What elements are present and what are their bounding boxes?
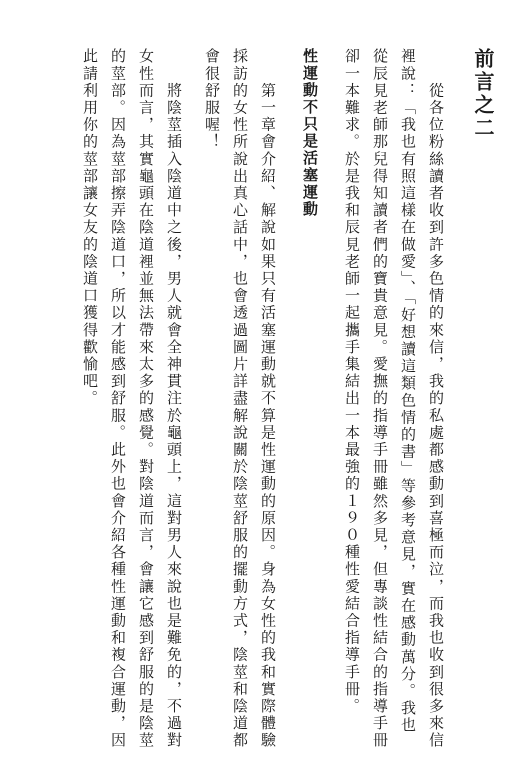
section-para1-line-2: 採訪的女性所說出真心話中，也會透過圖片詳盡解說關於陰莖舒服的擺動方式，陰莖和陰道都 (231, 48, 249, 750)
intro-line-2: 裡說：「我也有照這樣在做愛」、「好想讀這類色情的書」等參考意見，實在感動萬分。我也 (399, 48, 417, 735)
section-para2-line-4: 此請利用你的莖部讓女友的陰道口獲得歡愉吧。 (81, 48, 99, 408)
intro-line-3: 從辰見老師那兒得知讀者們的寶貴意見。愛撫的指導手冊雖然多見，但專談性結合的指導手冊 (371, 48, 389, 750)
section-para1-line-3: 會很舒服喔！ (203, 48, 221, 151)
intro-line-4: 卻一本難求。於是我和辰見老師一起攜手集結出一本最強的１９０種性愛結合指導手冊。 (343, 48, 361, 715)
page-title: 前言之二 (471, 48, 495, 140)
section-para2-line-1: 將陰莖插入陰道中之後，男人就會全神貫注於龜頭上，這對男人來說也是難免的，不過對 (165, 48, 183, 750)
section-para1-line-1: 第一章會介紹、解說如果只有活塞運動就不算是性運動的原因。身為女性的我和實際體驗 (259, 48, 277, 750)
section-para2-line-2: 女性而言，其實龜頭在陰道裡並無法帶來太多的感覺。對陰道而言，會讓它感到舒服的是陰莖 (137, 48, 155, 750)
section-para2-line-3: 的莖部。因為莖部擦弄陰道口，所以才能感到舒服。此外也會介紹各種性運動和複合運動，因 (109, 48, 127, 750)
section-title: 性運動不只是活塞運動 (301, 48, 319, 218)
intro-line-1: 從各位粉絲讀者收到許多色情的來信，我的私處都感動到喜極而泣，而我也收到很多來信 (427, 48, 445, 750)
